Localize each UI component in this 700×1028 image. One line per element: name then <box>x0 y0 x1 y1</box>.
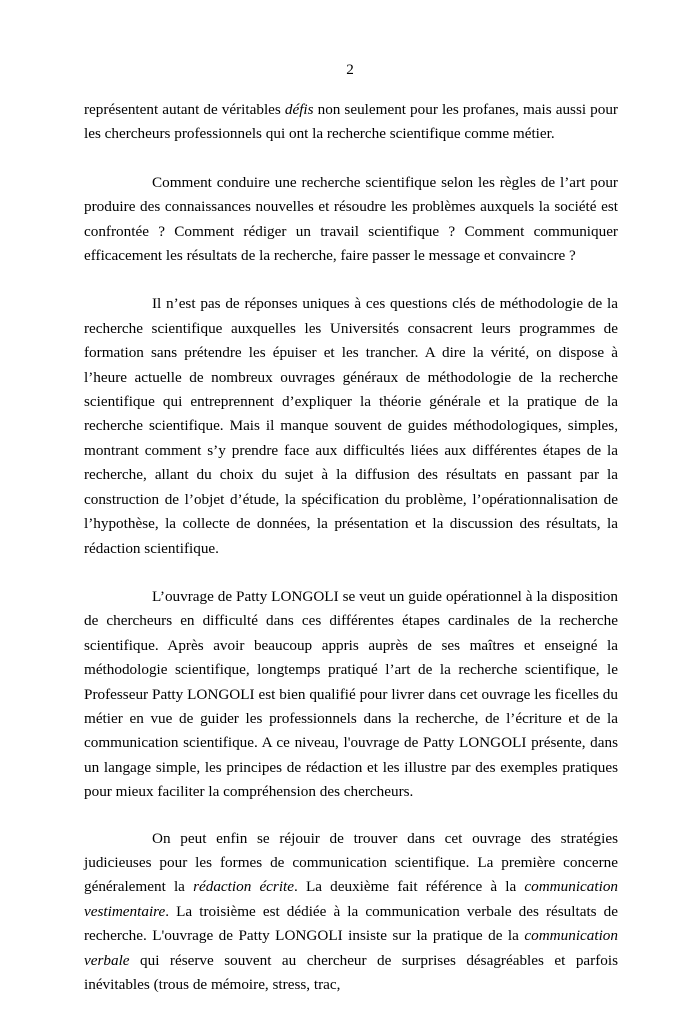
text-run: non seulement pour les profanes, mais aussi pour les chercheurs professionnels qui ont la recherche scientifique comme métier. <box>84 101 618 143</box>
text-run: qui réserve souvent au chercheur de surprises désagréables et parfois inévitables (trous de mémoire, stress, trac, <box>84 951 618 993</box>
text-run: L’ouvrage de Patty LONGOLI se veut un guide opérationnel à la disposition de chercheurs en difficulté dans ces différentes étapes cardinales de la recherche scientifique. Après avoir beaucoup appris auprès de ses maîtres et enseigné la méthodologie scientifique, longtemps pratiqué l’art de la recherche scientifique, le Professeur Patty LONGOLI est bien qualifié pour livrer dans cet ouvrage les ficelles du métier en vue de guider les professionnels dans la recherche, de l’écriture et de la communication scientifique. A ce niveau, l'ouvrage de Patty LONGOLI présente, dans un langage simple, les principes de rédaction et les illustre par des exemples pratiques pour mieux faciliter la compréhension des chercheurs. <box>84 587 618 801</box>
text-run: . La troisième est dédiée à la communication verbale des résultats de recherche. L'ouvrage de Patty LONGOLI insiste sur la pratique de la <box>84 902 618 945</box>
paragraph-2 <box>84 171 618 269</box>
body-text <box>84 98 618 997</box>
italic-term: communication vestimentaire <box>84 878 619 920</box>
italic-term: rédaction écrite <box>193 878 295 896</box>
paragraph-5 <box>84 827 618 998</box>
paragraph-4 <box>84 585 618 805</box>
italic-term: communication verbale <box>84 927 618 969</box>
text-run: Il n’est pas de réponses uniques à ces questions clés de méthodologie de la recherche scientifique auxquelles les Universités consacrent leurs programmes de formation sans prétendre les épuiser et les trancher. A dire la vérité, on dispose à l’heure actuelle de nombreux ouvrages généraux de méthodologie de la recherche scientifique qui entreprennent d’expliquer la théorie générale et la pratique de la recherche scientifique. Mais il manque souvent de guides méthodologiques, simples, montrant comment s’y prendre face aux difficultés liées aux différentes étapes de la recherche, allant du choix du sujet à la diffusion des résultats en passant par la construction de l’objet d’étude, la spécification du problème, l’opérationnalisation de l’hypothèse, la collecte de données, la présentation et la discussion des résultats, la rédaction scientifique. <box>84 295 618 557</box>
page-number: 2 <box>346 61 354 78</box>
text-run: . La deuxième fait référence à la <box>294 878 525 896</box>
text-run: Comment conduire une recherche scientifique selon les règles de l’art pour produire des connaissances nouvelles et résoudre les problèmes auxquels la société est confrontée ? Comment rédiger un travail scientifique ? Comment communiquer efficacement les résultats de la recherche, faire passer le message et convaincre ? <box>84 173 618 265</box>
paragraph-1 <box>84 98 618 147</box>
text-run: On peut enfin se réjouir de trouver dans cet ouvrage des stratégies judicieuses pour les formes de communication scientifique. La première concerne généralement la <box>84 829 618 896</box>
paragraph-3 <box>84 292 618 560</box>
text-run: représentent autant de véritables <box>84 101 285 118</box>
italic-term: défis <box>284 101 314 118</box>
